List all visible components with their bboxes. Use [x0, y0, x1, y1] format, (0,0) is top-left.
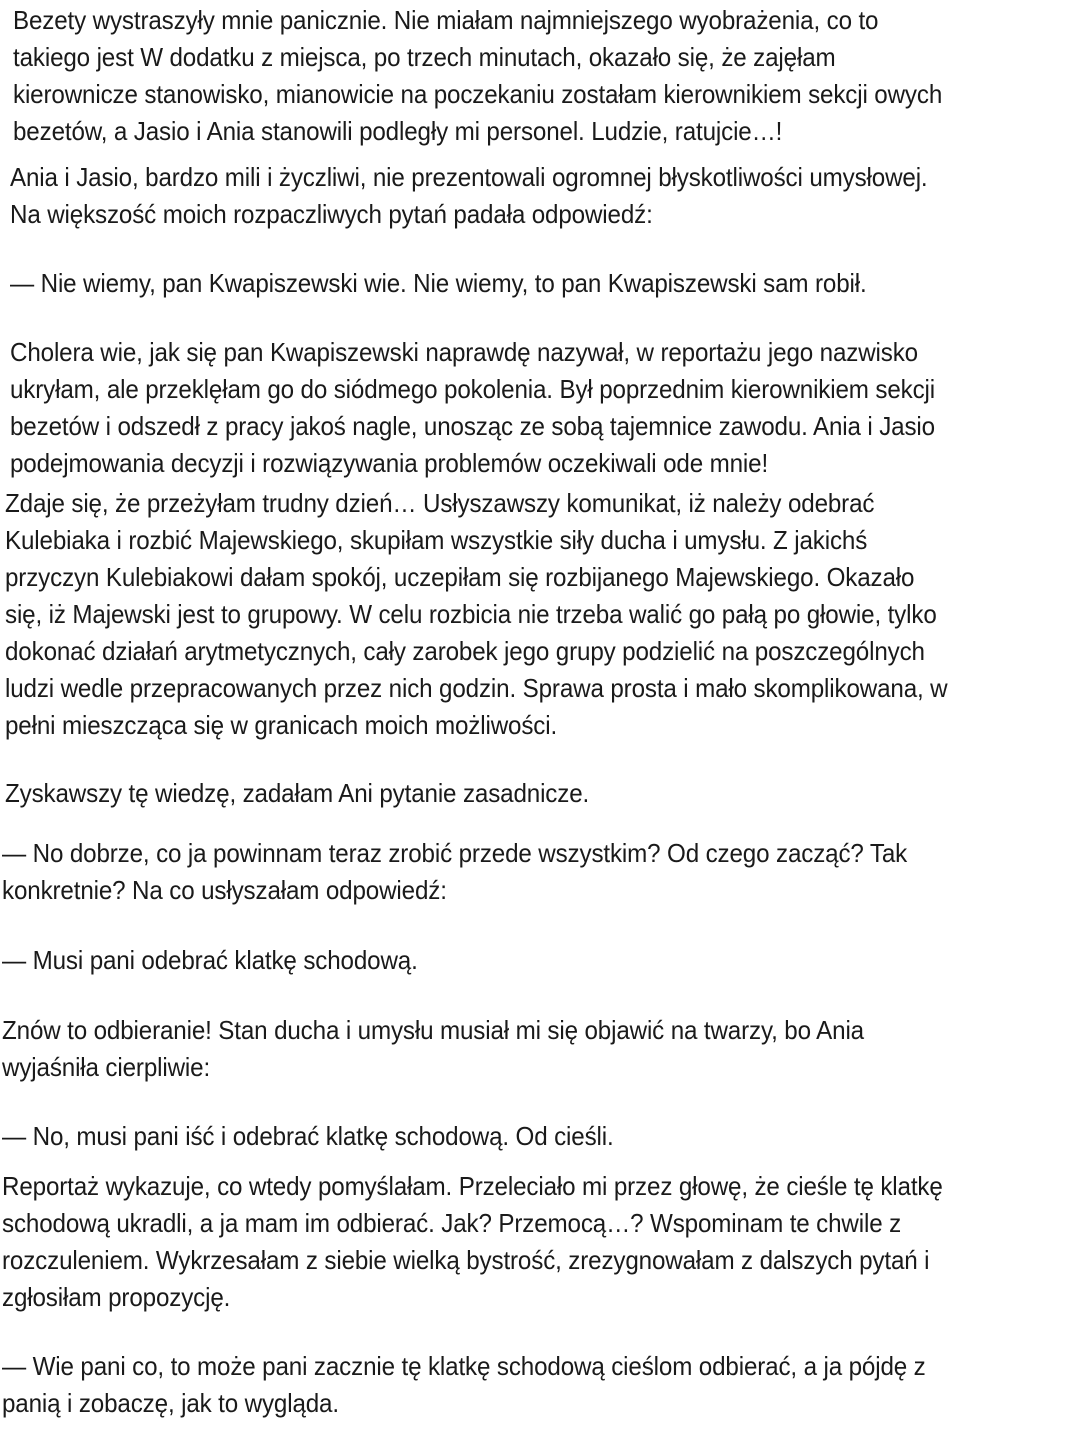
text-line: podejmowania decyzji i rozwiązywania problemów oczekiwali ode mnie!	[10, 448, 769, 478]
paragraph-9	[2, 1012, 864, 1086]
paragraph-12	[2, 1348, 926, 1422]
text-line: — Musi pani odebrać klatkę schodową.	[2, 945, 418, 975]
text-line: Znów to odbieranie! Stan ducha i umysłu musiał mi się objawić na twarzy, bo Ania	[2, 1015, 864, 1045]
text-line: Na większość moich rozpaczliwych pytań padała odpowiedź:	[10, 199, 653, 229]
text-line: dokonać działań arytmetycznych, cały zarobek jego grupy podzielić na poszczególnych	[5, 636, 925, 666]
text-line: panią i zobaczę, jak to wygląda.	[2, 1388, 339, 1418]
paragraph-2	[10, 159, 928, 233]
text-line: zgłosiłam propozycję.	[2, 1282, 231, 1312]
text-line: przyczyn Kulebiakowi dałam spokój, uczepiłam się rozbijanego Majewskiego. Okazało	[5, 562, 915, 592]
text-line: się, iż Majewski jest to grupowy. W celu rozbicia nie trzeba walić go pałą po głowie, tylko	[5, 599, 937, 629]
text-line: ukryłam, ale przeklęłam go do siódmego pokolenia. Był poprzednim kierownikiem sekcji	[10, 374, 936, 404]
text-line: Cholera wie, jak się pan Kwapiszewski naprawdę nazywał, w reportażu jego nazwisko	[10, 337, 918, 367]
paragraph-10	[2, 1118, 614, 1155]
text-line: Reportaż wykazuje, co wtedy pomyślałam. Przeleciało mi przez głowę, że cieśle tę klatkę	[2, 1171, 943, 1201]
paragraph-5	[5, 485, 948, 744]
text-line: kierownicze stanowisko, mianowicie na poczekaniu zostałam kierownikiem sekcji owych	[13, 79, 943, 109]
text-line: wyjaśniła cierpliwie:	[2, 1052, 211, 1082]
paragraph-7	[2, 835, 907, 909]
text-line: Bezety wystraszyły mnie panicznie. Nie miałam najmniejszego wyobrażenia, co to	[13, 5, 879, 35]
text-line: ludzi wedle przepracowanych przez nich godzin. Sprawa prosta i mało skomplikowana, w	[5, 673, 948, 703]
text-line: — Wie pani co, to może pani zacznie tę klatkę schodową cieślom odbierać, a ja pójdę z	[2, 1351, 926, 1381]
text-line: — No dobrze, co ja powinnam teraz zrobić przede wszystkim? Od czego zacząć? Tak	[2, 838, 908, 868]
text-line: konkretnie? Na co usłyszałam odpowiedź:	[2, 875, 447, 905]
paragraph-8	[2, 942, 418, 979]
text-line: pełni mieszcząca się w granicach moich możliwości.	[5, 710, 558, 740]
paragraph-4	[10, 334, 935, 482]
text-line: Kulebiaka i rozbić Majewskiego, skupiłam wszystkie siły ducha i umysłu. Z jakichś	[5, 525, 868, 555]
text-line: bezetów, a Jasio i Ania stanowili podległy mi personel. Ludzie, ratujcie…!	[13, 116, 783, 146]
text-line: Ania i Jasio, bardzo mili i życzliwi, nie prezentowali ogromnej błyskotliwości umysłowej.	[10, 162, 928, 192]
text-line: — No, musi pani iść i odebrać klatkę schodową. Od cieśli.	[2, 1121, 614, 1151]
paragraph-1	[13, 2, 942, 150]
text-line: Zyskawszy tę wiedzę, zadałam Ani pytanie zasadnicze.	[5, 778, 590, 808]
text-line: — Nie wiemy, pan Kwapiszewski wie. Nie wiemy, to pan Kwapiszewski sam robił.	[10, 268, 867, 298]
text-line: bezetów i odszedł z pracy jakoś nagle, unosząc ze sobą tajemnice zawodu. Ania i Jasio	[10, 411, 935, 441]
text-line: Zdaje się, że przeżyłam trudny dzień… Usłyszawszy komunikat, iż należy odebrać	[5, 488, 875, 518]
text-line: takiego jest W dodatku z miejsca, po trzech minutach, okazało się, że zajęłam	[13, 42, 836, 72]
paragraph-6	[5, 775, 589, 812]
text-line: rozczuleniem. Wykrzesałam z siebie wielką bystrość, zrezygnowałam z dalszych pytań i	[2, 1245, 930, 1275]
paragraph-11	[2, 1168, 943, 1316]
paragraph-3	[10, 265, 867, 302]
text-line: schodową ukradli, a ja mam im odbierać. Jak? Przemocą…? Wspominam te chwile z	[2, 1208, 902, 1238]
